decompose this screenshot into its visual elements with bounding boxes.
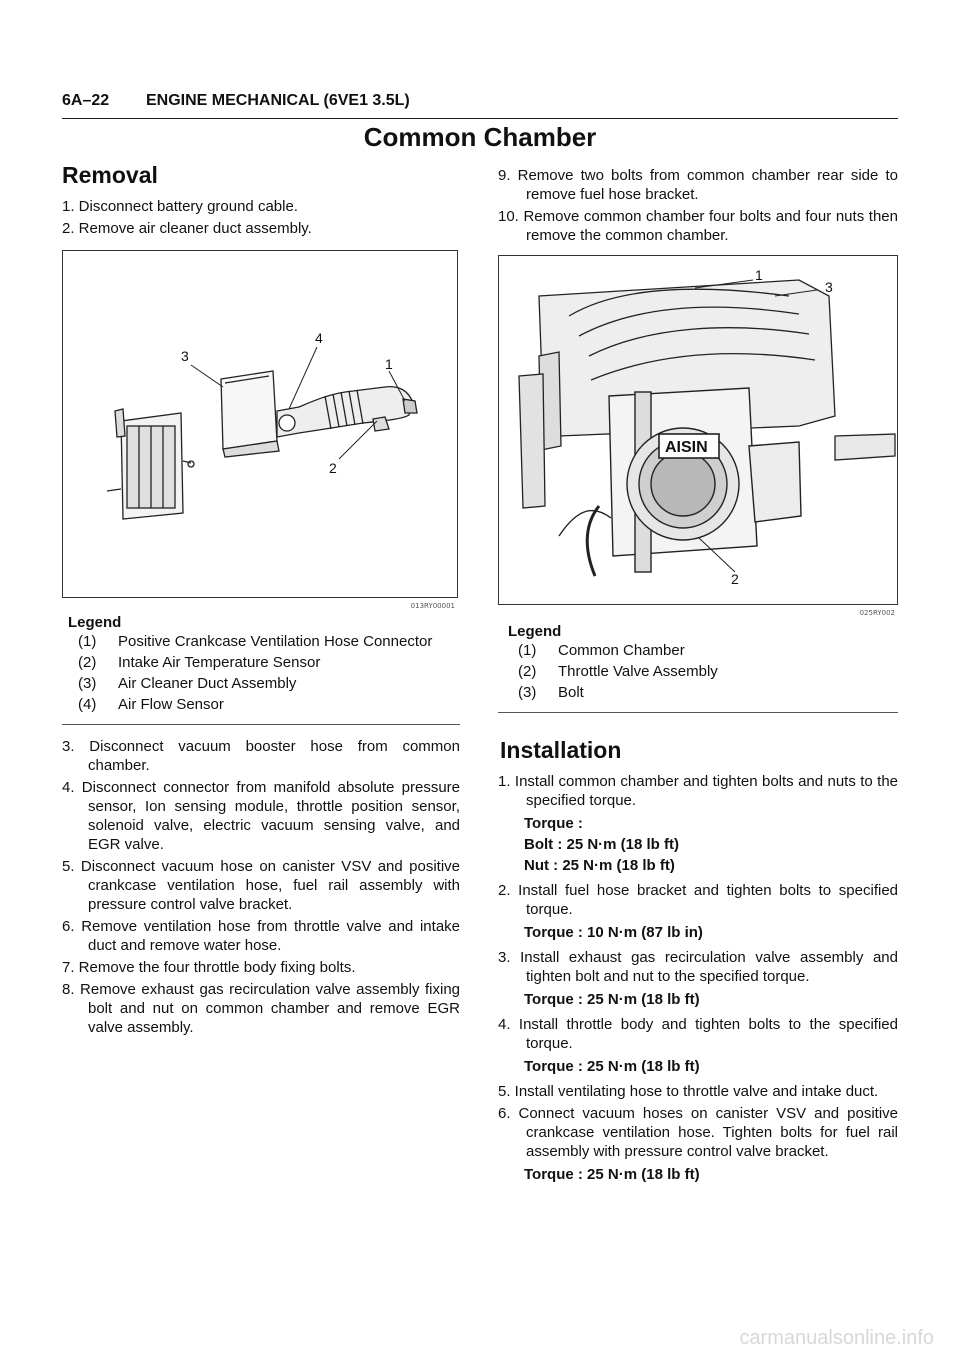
figure-code: 025RY002 [859, 609, 895, 617]
torque-3: Torque : 25 N·m (18 lb ft) [524, 991, 700, 1008]
removal-step-10: 10. Remove common chamber four bolts and four nuts then remove the common chamber. [498, 208, 898, 244]
watermark: carmanualsonline.info [739, 1327, 934, 1349]
torque-label: Torque : [524, 815, 583, 832]
install-step-4: 4. Install throttle body and tighten bolts to the specified torque. [498, 1016, 898, 1052]
removal-heading: Removal [62, 162, 158, 188]
legend-title: Legend [68, 614, 122, 631]
air-cleaner-box-drawing [107, 409, 194, 519]
legend-1 [62, 614, 460, 714]
page-header [62, 92, 898, 119]
torque-4: Torque : 25 N·m (18 lb ft) [524, 1058, 700, 1075]
torque-nut: Nut : 25 N·m (18 lb ft) [524, 857, 675, 874]
legend-item: (4) Air Flow Sensor [78, 696, 224, 713]
install-step-1: 1. Install common chamber and tighten bolts and nuts to the specified torque. [498, 773, 898, 809]
air-cleaner-illustration [63, 251, 457, 597]
callout-1: 1 [385, 356, 393, 372]
removal-step-2: 2. Remove air cleaner duct assembly. [62, 220, 312, 237]
common-chamber-figure [498, 255, 898, 617]
legend-item: (3) Air Cleaner Duct Assembly [78, 675, 297, 692]
legend-title: Legend [508, 623, 562, 640]
callout-3: 3 [181, 348, 189, 364]
removal-step-4: 4. Disconnect connector from manifold absolute pressure sensor, Ion sensing module, throttle position sensor, solenoid valve, electric vacuum sensing valve, and EGR valve. [62, 779, 460, 853]
removal-step-1: 1. Disconnect battery ground cable. [62, 198, 298, 215]
common-chamber-illustration [499, 256, 897, 604]
removal-step-9: 9. Remove two bolts from common chamber rear side to remove fuel hose bracket. [498, 167, 898, 203]
legend-item: (3) Bolt [518, 684, 584, 701]
install-step-6: 6. Connect vacuum hoses on canister VSV and positive crankcase ventilation hose. Tighten bolts for fuel rail assembly with pressure control valve bracket. [498, 1105, 898, 1160]
install-step-3: 3. Install exhaust gas recirculation valve assembly and tighten bolt and nut to the specified torque. [498, 949, 898, 985]
torque-bolt: Bolt : 25 N·m (18 lb ft) [524, 836, 680, 853]
torque-2: Torque : 10 N·m (87 lb in) [524, 924, 703, 941]
left-column [62, 162, 460, 1040]
callout-2: 2 [329, 460, 337, 476]
legend-item: (1) Positive Crankcase Ventilation Hose Connector [78, 633, 433, 650]
divider [62, 724, 460, 725]
install-step-2: 2. Install fuel hose bracket and tighten bolts to specified torque. [498, 882, 898, 918]
legend-2 [498, 623, 898, 702]
right-column [498, 166, 898, 1190]
callout-2: 2 [731, 571, 739, 587]
callout-4: 4 [315, 330, 323, 346]
removal-step-3: 3. Disconnect vacuum booster hose from common chamber. [62, 738, 460, 774]
air-cleaner-figure [62, 250, 458, 610]
legend-item: (1) Common Chamber [518, 642, 685, 659]
callout-3: 3 [825, 279, 833, 295]
removal-step-5: 5. Disconnect vacuum hose on canister VSV and positive crankcase ventilation hose, fuel rail assembly with pressure control valve bracket. [62, 858, 460, 913]
install-step-5: 5. Install ventilating hose to throttle valve and intake duct. [498, 1083, 879, 1100]
callout-1: 1 [755, 267, 763, 283]
removal-step-8: 8. Remove exhaust gas recirculation valve assembly fixing bolt and nut on common chamber and remove EGR valve assembly. [62, 981, 460, 1036]
aisin-label: AISIN [665, 439, 708, 456]
legend-item: (2) Throttle Valve Assembly [518, 663, 718, 680]
removal-step-7: 7. Remove the four throttle body fixing bolts. [62, 959, 356, 976]
running-title: ENGINE MECHANICAL (6VE1 3.5L) [146, 92, 410, 109]
page-title: Common Chamber [363, 122, 597, 152]
installation-heading: Installation [500, 737, 622, 763]
legend-item: (2) Intake Air Temperature Sensor [78, 654, 321, 671]
figure-code: 013RY00001 [410, 602, 455, 610]
divider [498, 712, 898, 713]
page-number: 6A–22 [62, 92, 110, 109]
torque-6: Torque : 25 N·m (18 lb ft) [524, 1166, 700, 1183]
removal-step-6: 6. Remove ventilation hose from throttle valve and intake duct and remove water hose. [62, 918, 460, 954]
duct-box-drawing [221, 371, 417, 457]
